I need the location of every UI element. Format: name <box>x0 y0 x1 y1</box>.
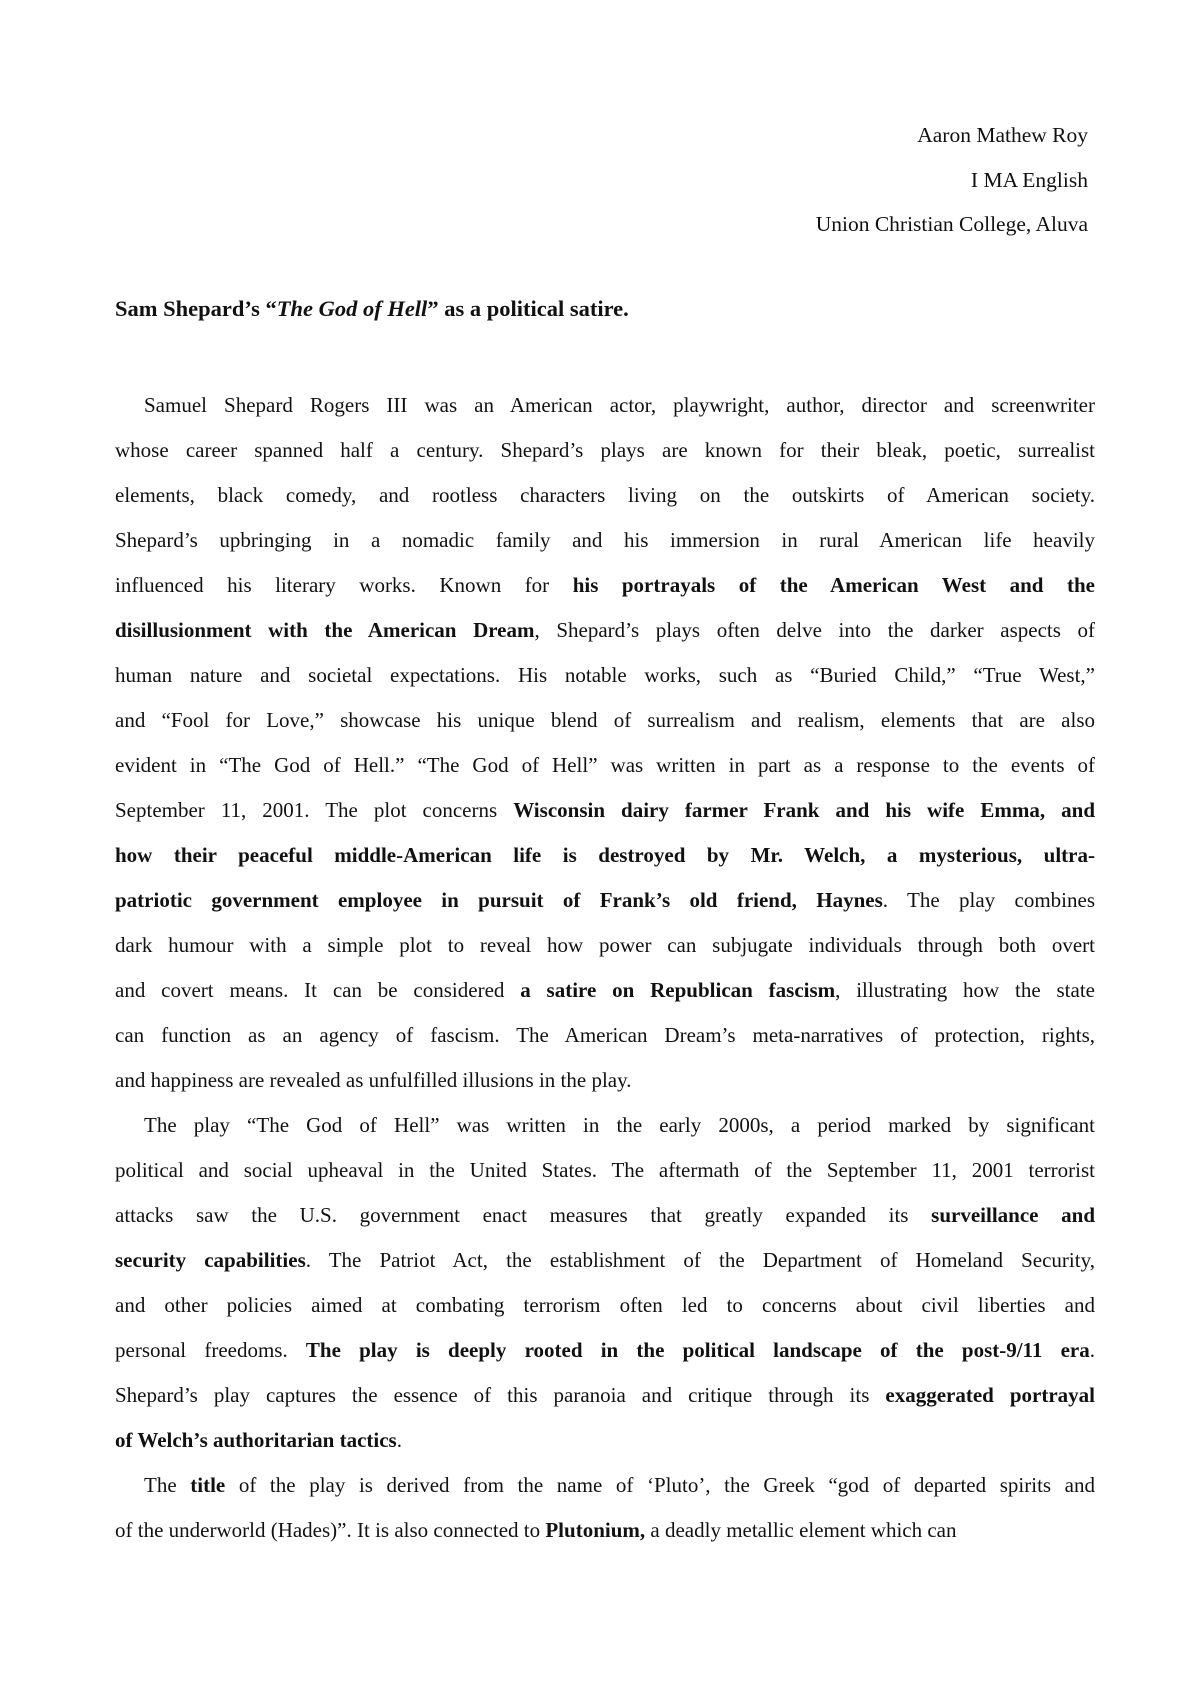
text-line <box>115 1058 1095 1103</box>
text-run: , illustrating how the state <box>835 978 1095 1002</box>
emphasis-text: The play is deeply rooted in the political landscape of the post-9/11 era <box>305 1338 1090 1362</box>
text-line <box>115 1508 1095 1553</box>
author-block <box>816 113 1088 247</box>
text-run: and “Fool for Love,” showcase his unique blend of surrealism and realism, elements that are also <box>115 708 1095 732</box>
text-run: . <box>1089 1338 1095 1362</box>
text-line <box>115 653 1095 698</box>
text-line <box>115 1373 1095 1418</box>
text-line <box>115 698 1095 743</box>
text-run: evident in “The God of Hell.” “The God of Hell” was written in part as a response to the events of <box>115 753 1095 777</box>
text-line <box>115 1418 1095 1463</box>
paragraph <box>115 1103 1095 1463</box>
emphasis-text: exaggerated portrayal <box>885 1383 1095 1407</box>
text-run: and covert means. It can be considered <box>115 978 521 1002</box>
text-run: a deadly metallic element which can <box>645 1518 957 1542</box>
text-run: Shepard’s upbringing in a nomadic family and his immersion in rural American life heavily <box>115 528 1095 552</box>
emphasis-text: disillusionment with the American Dream <box>115 618 535 642</box>
text-run: , Shepard’s plays often delve into the darker aspects of <box>534 618 1095 642</box>
text-run: and other policies aimed at combating terrorism often led to concerns about civil liberties and <box>115 1293 1095 1317</box>
paragraph <box>115 1463 1095 1553</box>
text-run: human nature and societal expectations. His notable works, such as “Buried Child,” “True West,” <box>115 663 1095 687</box>
essay-title <box>115 296 629 322</box>
text-line <box>115 1283 1095 1328</box>
text-line <box>115 1328 1095 1373</box>
text-line <box>115 518 1095 563</box>
text-run: Shepard’s play captures the essence of this paranoia and critique through its <box>115 1383 886 1407</box>
emphasis-text: Plutonium, <box>545 1518 646 1542</box>
text-run: and happiness are revealed as unfulfilled illusions in the play. <box>115 1068 632 1092</box>
text-line <box>115 1013 1095 1058</box>
title-prefix: Sam Shepard’s “ <box>115 296 277 321</box>
text-line <box>115 428 1095 473</box>
text-run: September 11, 2001. The plot concerns <box>115 798 514 822</box>
text-run: influenced his literary works. Known for <box>115 573 573 597</box>
essay-body <box>115 383 1095 1553</box>
text-line <box>115 1238 1095 1283</box>
emphasis-text: a satire on Republican fascism <box>520 978 836 1002</box>
text-line <box>115 1463 1095 1508</box>
text-run: personal freedoms. <box>115 1338 306 1362</box>
text-line <box>115 878 1095 923</box>
title-suffix: ” as a political satire. <box>427 296 629 321</box>
text-run: . The play combines <box>882 888 1095 912</box>
title-play-name: The God of Hell <box>276 296 428 321</box>
emphasis-text: security capabilities <box>115 1248 306 1272</box>
text-run: dark humour with a simple plot to reveal how power can subjugate individuals through both overt <box>115 933 1095 957</box>
text-run: can function as an agency of fascism. The American Dream’s meta-narratives of protection, rights, <box>115 1023 1095 1047</box>
paragraph <box>115 383 1095 1103</box>
text-line <box>115 563 1095 608</box>
text-run: elements, black comedy, and rootless characters living on the outskirts of American society. <box>115 483 1095 507</box>
text-run: of the play is derived from the name of ‘Pluto’, the Greek “god of departed spirits and <box>225 1473 1095 1497</box>
text-line <box>115 833 1095 878</box>
text-line <box>115 1103 1095 1148</box>
text-line <box>115 383 1095 428</box>
emphasis-text: of Welch’s authoritarian tactics <box>115 1428 397 1452</box>
emphasis-text: title <box>190 1473 226 1497</box>
emphasis-text: patriotic government employee in pursuit of Frank’s old friend, Haynes <box>115 888 883 912</box>
emphasis-text: Wisconsin dairy farmer Frank and his wife Emma, and <box>513 798 1095 822</box>
emphasis-text: his portrayals of the American West and the <box>572 573 1095 597</box>
text-line <box>115 1148 1095 1193</box>
text-run: The <box>144 1473 191 1497</box>
text-line <box>115 968 1095 1013</box>
text-run: whose career spanned half a century. Shepard’s plays are known for their bleak, poetic, surrealist <box>115 438 1095 462</box>
text-run: . The Patriot Act, the establishment of the Department of Homeland Security, <box>305 1248 1095 1272</box>
text-line <box>115 788 1095 833</box>
emphasis-text: surveillance and <box>931 1203 1095 1227</box>
text-run: Samuel Shepard Rogers III was an American actor, playwright, author, director and screenwriter <box>144 393 1095 417</box>
text-run: The play “The God of Hell” was written in the early 2000s, a period marked by significant <box>144 1113 1095 1137</box>
text-line <box>115 923 1095 968</box>
text-line <box>115 608 1095 653</box>
text-line <box>115 743 1095 788</box>
text-run: political and social upheaval in the United States. The aftermath of the September 11, 2001 terrorist <box>115 1158 1095 1182</box>
text-run: of the underworld (Hades)”. It is also connected to <box>115 1518 546 1542</box>
author-institution: Union Christian College, Aluva <box>815 212 1088 236</box>
author-name: Aaron Mathew Roy <box>917 123 1088 147</box>
text-line <box>115 473 1095 518</box>
text-run: . <box>396 1428 402 1452</box>
text-line <box>115 1193 1095 1238</box>
text-run: attacks saw the U.S. government enact measures that greatly expanded its <box>115 1203 932 1227</box>
emphasis-text: how their peaceful middle-American life is destroyed by Mr. Welch, a mysterious, ultra- <box>115 843 1095 867</box>
author-course: I MA English <box>970 167 1088 192</box>
